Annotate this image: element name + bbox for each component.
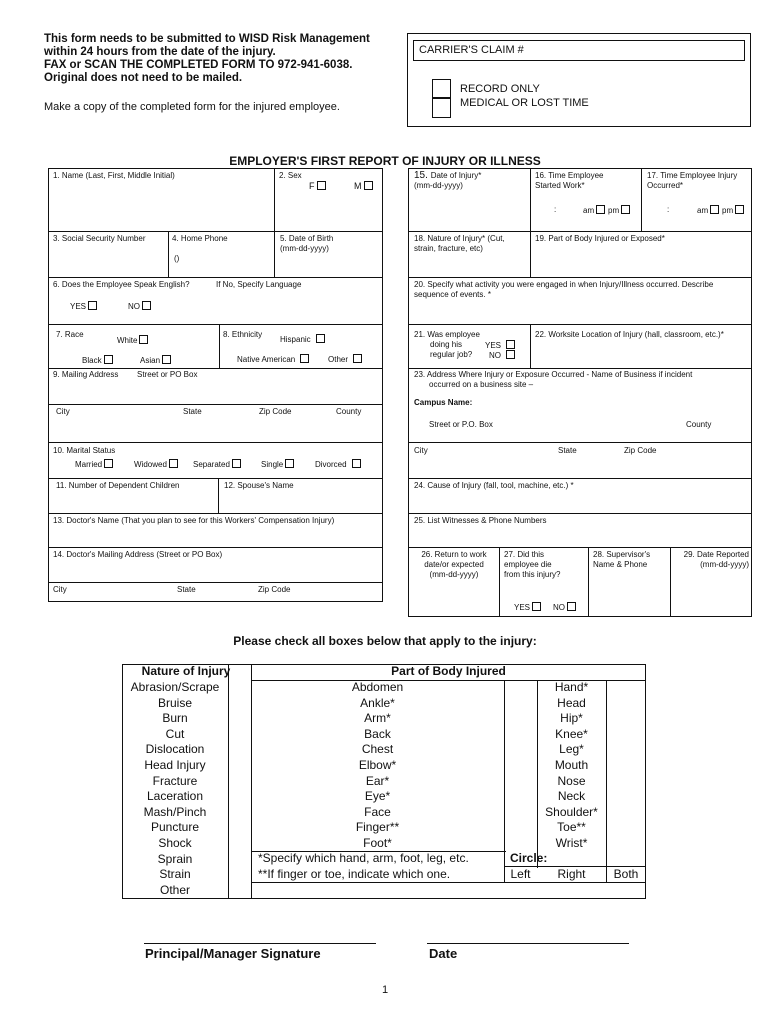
time-started-colon: : [554, 205, 557, 214]
carrier-claim-label: CARRIER'S CLAIM # [419, 44, 524, 56]
die-line2: employee die [504, 560, 552, 569]
race-white-label: White [117, 336, 138, 345]
spouse-name-label: 12. Spouse's Name [224, 481, 294, 490]
die-line1: 27. Did this [504, 550, 545, 559]
native-american-option[interactable] [237, 354, 309, 365]
time-injury-pm[interactable] [722, 205, 744, 216]
nature-list [122, 680, 228, 898]
nature-fracture[interactable]: Fracture [152, 773, 198, 788]
nature-line2: strain, fracture, etc) [414, 244, 483, 253]
record-only-checkbox[interactable] [432, 79, 451, 98]
race-white-checkbox[interactable] [139, 335, 148, 344]
am-checkbox[interactable] [596, 205, 605, 214]
body-header: Part of Body Injured [391, 664, 506, 678]
nature-line1: 18. Nature of Injury* (Cut, [414, 234, 505, 243]
marital-status-label: 10. Marital Status [53, 446, 116, 455]
reported-line1: 29. Date Reported [683, 550, 749, 559]
body-part-label: 19. Part of Body Injured or Exposed* [535, 234, 665, 243]
widowed-checkbox[interactable] [169, 459, 178, 468]
body-back[interactable]: Back [364, 726, 391, 741]
nature-abrasion[interactable]: Abrasion/Scrape [130, 680, 220, 694]
time-injury-colon: : [667, 205, 670, 214]
zip-label: Zip Code [259, 407, 292, 416]
nature-header: Nature of Injury [141, 664, 231, 678]
race-label: 7. Race [56, 330, 84, 339]
sex-m-checkbox[interactable] [364, 181, 373, 190]
yes-checkbox[interactable] [532, 602, 541, 611]
date-of-injury-format: (mm-dd-yyyy) [414, 181, 463, 190]
body-list-right [537, 680, 606, 852]
hispanic-label: Hispanic [280, 335, 311, 344]
nature-head-injury[interactable]: Head Injury [144, 757, 206, 772]
time-injury-line1: 17. Time Employee Injury [647, 171, 738, 180]
rtw-line1: 26. Return to work [421, 550, 487, 559]
rtw-line2: date/or expected [424, 560, 484, 569]
divorced-checkbox[interactable] [352, 459, 361, 468]
body-foot[interactable]: Foot* [363, 835, 392, 850]
sex-m-label: M [354, 181, 362, 191]
single-option[interactable] [261, 459, 294, 470]
activity-label [414, 280, 713, 300]
rtw-line3: (mm-dd-yyyy) [429, 570, 479, 579]
nature-strain[interactable]: Strain [159, 867, 191, 882]
medical-lost-time-label: MEDICAL OR LOST TIME [460, 97, 589, 109]
cause-label: 24. Cause of Injury (fall, tool, machine, etc.) * [414, 481, 574, 490]
ssn-label: 3. Social Security Number [53, 234, 146, 243]
circle-label: Circle: [510, 851, 548, 865]
dependents-label: 11. Number of Dependent Children [56, 481, 180, 490]
nature-cut[interactable]: Cut [165, 726, 185, 741]
body-neck[interactable]: Neck [557, 789, 586, 804]
signature-line[interactable] [144, 943, 376, 944]
ethnicity-other-label: Other [328, 355, 349, 364]
form-title: EMPLOYER'S FIRST REPORT OF INJURY OR ILLNESS [229, 154, 541, 168]
nature-shock[interactable]: Shock [158, 835, 192, 850]
body-head[interactable]: Head [557, 695, 586, 710]
yes-label: YES [514, 603, 531, 612]
supervisor-label [593, 550, 650, 570]
english-no-option[interactable] [128, 301, 151, 312]
body-toe[interactable]: Toe** [557, 820, 586, 835]
sex-m-option[interactable] [354, 181, 373, 192]
phone-paren: () [174, 254, 180, 263]
campus-zip-label: Zip Code [624, 446, 657, 455]
body-abdomen[interactable]: Abdomen [351, 680, 404, 694]
dob-label: 5. Date of Birth [280, 234, 334, 243]
die-line3: from this injury? [504, 570, 561, 579]
nature-of-injury-label [414, 234, 505, 254]
finger-toe-note: **If finger or toe, indicate which one. [258, 867, 451, 881]
instructions [44, 33, 384, 85]
street-po-label: Street or PO Box [137, 370, 198, 379]
body-hip[interactable]: Hip* [560, 711, 583, 726]
date-of-injury-text: Date of Injury* [430, 171, 482, 180]
circle-both[interactable]: Both [613, 867, 639, 881]
time-started-line1: 16. Time Employee [535, 171, 604, 180]
race-white-option[interactable] [117, 335, 148, 346]
regular-job-line3: regular job? [430, 350, 473, 359]
time-injury-label [647, 171, 737, 191]
time-injury-am[interactable] [697, 205, 719, 216]
english-no-label: NO [128, 302, 140, 311]
doctor-address-label: 14. Doctor's Mailing Address (Street or PO Box) [53, 550, 223, 559]
hispanic-checkbox[interactable] [316, 334, 325, 343]
no-label: NO [553, 603, 565, 612]
campus-state-label: State [558, 446, 577, 455]
pm-label: pm [608, 206, 620, 215]
nature-burn[interactable]: Burn [162, 711, 188, 726]
specify-language-label: If No, Specify Language [216, 280, 302, 289]
no-checkbox[interactable] [567, 602, 576, 611]
english-no-checkbox[interactable] [142, 301, 151, 310]
date-of-injury-label [414, 170, 481, 181]
body-chest[interactable]: Chest [361, 742, 394, 757]
speak-english-label: 6. Does the Employee Speak English? [53, 280, 190, 289]
nature-other[interactable]: Other [159, 882, 190, 897]
body-wrist[interactable]: Wrist* [555, 835, 588, 850]
native-american-label: Native American [237, 355, 296, 364]
body-face[interactable]: Face [364, 804, 391, 819]
doctor-city-label: City [53, 585, 67, 594]
body-nose[interactable]: Nose [557, 773, 586, 788]
body-finger[interactable]: Finger** [355, 820, 400, 835]
divorced-option[interactable] [315, 459, 361, 470]
ethnicity-other-checkbox[interactable] [353, 354, 362, 363]
sex-f-checkbox[interactable] [317, 181, 326, 190]
county-label: County [336, 407, 362, 416]
supervisor-line2: Name & Phone [593, 560, 648, 569]
pm-checkbox[interactable] [621, 205, 630, 214]
circle-right[interactable]: Right [557, 867, 586, 881]
time-started-line2: Started Work* [535, 181, 585, 190]
reported-line2: (mm-dd-yyyy) [700, 560, 749, 569]
pm-checkbox[interactable] [735, 205, 744, 214]
yes-checkbox[interactable] [506, 340, 515, 349]
no-checkbox[interactable] [506, 350, 515, 359]
city-label: City [56, 407, 70, 416]
nature-sprain[interactable]: Sprain [157, 851, 193, 866]
body-mouth[interactable]: Mouth [554, 757, 589, 772]
divorced-label: Divorced [315, 460, 347, 469]
single-checkbox[interactable] [285, 459, 294, 468]
widowed-option[interactable] [134, 459, 178, 470]
signature-label: Principal/Manager Signature [145, 946, 321, 961]
married-checkbox[interactable] [104, 459, 113, 468]
activity-line2: sequence of events. * [414, 290, 491, 299]
regular-job-line2: doing his [430, 340, 463, 349]
doctor-state-label: State [177, 585, 196, 594]
body-elbow[interactable]: Elbow* [358, 757, 397, 772]
instruction-line: Original does not need to be mailed. [44, 72, 243, 84]
specify-note: *Specify which hand, arm, foot, leg, etc. [258, 851, 469, 865]
instruction-line: FAX or SCAN THE COMPLETED FORM TO 972-941-6038. [44, 59, 353, 71]
married-option[interactable] [75, 459, 113, 470]
name-label: 1. Name (Last, First, Middle Initial) [53, 171, 175, 180]
instruction-line: This form needs to be submitted to WISD Risk Management [44, 33, 370, 45]
date-reported-label [675, 550, 749, 570]
single-label: Single [261, 460, 284, 469]
body-arm[interactable]: Arm* [364, 711, 391, 726]
regular-job-label: 21. Was employee [414, 330, 480, 339]
body-knee[interactable]: Knee* [555, 726, 588, 741]
campus-street-label: Street or P.O. Box [429, 420, 493, 429]
copy-note: Make a copy of the completed form for the injured employee. [44, 101, 340, 113]
state-label: State [183, 407, 202, 416]
english-yes-option[interactable] [70, 301, 97, 312]
page-number: 1 [381, 984, 389, 996]
race-black-label: Black [82, 356, 102, 365]
supervisor-line1: 28. Supervisor's [593, 550, 651, 559]
time-started-am[interactable] [583, 205, 605, 216]
body-list-middle [251, 680, 504, 852]
nature-dislocation[interactable]: Dislocation [145, 742, 205, 757]
injury-address-line2: occurred on a business site – [429, 380, 534, 389]
yes-label: YES [485, 341, 502, 350]
no-label: NO [489, 351, 501, 360]
checklist-title: Please check all boxes below that apply to the injury: [233, 634, 537, 648]
race-asian-label: Asian [140, 356, 161, 365]
native-american-checkbox[interactable] [300, 354, 309, 363]
ethnicity-other-option[interactable] [328, 354, 362, 365]
body-shoulder[interactable]: Shoulder* [545, 804, 598, 819]
nature-bruise[interactable]: Bruise [157, 695, 192, 710]
nature-puncture[interactable]: Puncture [150, 820, 200, 835]
race-asian-checkbox[interactable] [162, 355, 171, 364]
hispanic-option[interactable] [280, 334, 325, 345]
separated-checkbox[interactable] [232, 459, 241, 468]
body-leg[interactable]: Leg* [559, 742, 584, 757]
mailing-address-label: 9. Mailing Address [53, 370, 119, 379]
date-label: Date [429, 946, 458, 961]
worksite-label: 22. Worksite Location of Injury (hall, classroom, etc.)* [535, 330, 724, 339]
separated-option[interactable] [193, 459, 241, 470]
activity-line1: 20. Specify what activity you were engaged in when Injury/Illness occurred. Describe [414, 280, 714, 289]
widowed-label: Widowed [134, 460, 167, 469]
body-ear[interactable]: Ear* [365, 773, 390, 788]
english-yes-checkbox[interactable] [88, 301, 97, 310]
time-started-pm[interactable] [608, 205, 630, 216]
home-phone-label: 4. Home Phone [172, 234, 228, 243]
time-started-label [535, 171, 603, 191]
nature-laceration[interactable]: Laceration [146, 789, 204, 804]
married-label: Married [75, 460, 103, 469]
race-black-option[interactable] [82, 355, 113, 366]
doctor-name-label: 13. Doctor's Name (That you plan to see for this Workers' Compensation Injury) [53, 516, 335, 525]
sex-label: 2. Sex [279, 171, 302, 180]
campus-name-label: Campus Name: [414, 398, 473, 407]
campus-county-label: County [686, 420, 712, 429]
am-checkbox[interactable] [710, 205, 719, 214]
witnesses-label: 25. List Witnesses & Phone Numbers [414, 516, 547, 525]
body-eye[interactable]: Eye* [364, 789, 391, 804]
body-ankle[interactable]: Ankle* [360, 695, 395, 710]
date-line[interactable] [427, 943, 629, 944]
instruction-line: within 24 hours from the date of the injury. [44, 46, 276, 58]
die-yes-option[interactable] [514, 602, 541, 613]
date-of-injury-number: 15. [414, 170, 428, 181]
medical-lost-time-checkbox[interactable] [432, 98, 451, 118]
am-label: am [583, 206, 595, 215]
separated-label: Separated [193, 460, 230, 469]
circle-left[interactable]: Left [510, 867, 531, 881]
time-injury-line2: Occurred* [647, 181, 684, 190]
die-no-option[interactable] [553, 602, 576, 613]
dob-format: (mm-dd-yyyy) [280, 244, 329, 253]
sex-f-option[interactable] [309, 181, 326, 192]
english-yes-label: YES [70, 302, 87, 311]
doctor-zip-label: Zip Code [258, 585, 291, 594]
campus-city-label: City [414, 446, 428, 455]
employee-die-label [504, 550, 560, 580]
body-hand[interactable]: Hand* [554, 680, 589, 694]
ethnicity-label: 8. Ethnicity [223, 330, 263, 339]
return-to-work-label [410, 550, 498, 580]
race-asian-option[interactable] [140, 355, 171, 366]
injury-address-label: 23. Address Where Injury or Exposure Occurred - Name of Business if incident [414, 370, 693, 379]
regular-job-no[interactable] [489, 350, 515, 361]
am-label: am [697, 206, 709, 215]
sex-f-label: F [309, 181, 315, 191]
nature-mash-pinch[interactable]: Mash/Pinch [143, 804, 207, 819]
race-black-checkbox[interactable] [104, 355, 113, 364]
record-only-label: RECORD ONLY [460, 83, 540, 95]
pm-label: pm [722, 206, 734, 215]
